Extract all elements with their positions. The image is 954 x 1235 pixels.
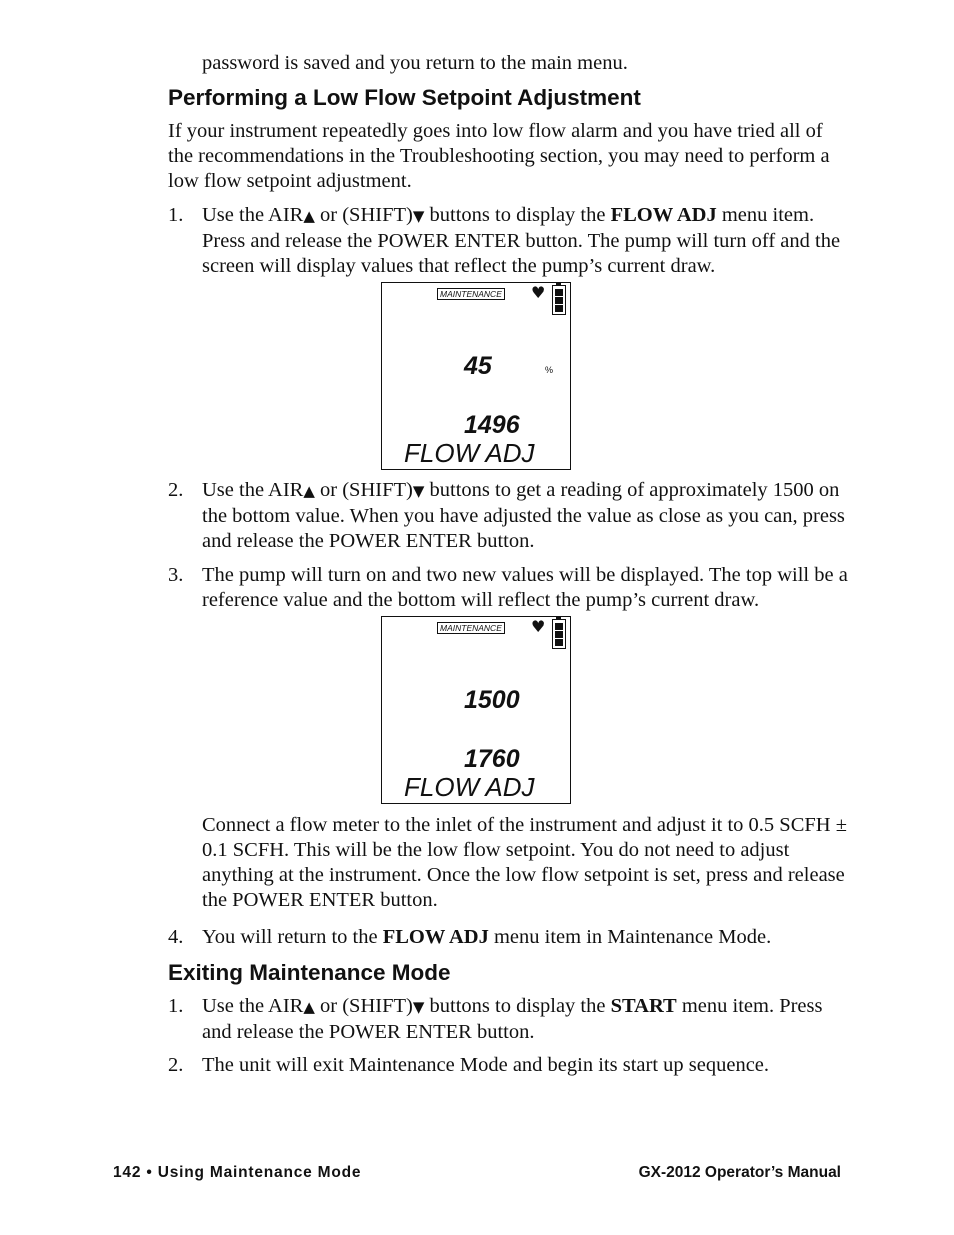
step-text: The pump will turn on and two new values will be displayed. The top will be a reference value and the bottom will reflect the pump’s current draw.: [202, 564, 848, 611]
step-number: 2.: [168, 479, 184, 501]
battery-icon: [552, 285, 566, 315]
lcd-top-value: 1500: [464, 686, 520, 714]
section-heading-exiting: Exiting Maintenance Mode: [168, 960, 451, 985]
battery-icon: [552, 619, 566, 649]
lcd-bottom-value: 1760: [464, 745, 520, 773]
step-number: 1.: [168, 995, 184, 1017]
maintenance-label: MAINTENANCE: [437, 288, 505, 300]
lcd-mode-label: FLOW ADJ: [404, 772, 535, 802]
section-heading-low-flow: Performing a Low Flow Setpoint Adjustment: [168, 85, 641, 110]
step-text: The unit will exit Maintenance Mode and begin its start up sequence.: [202, 1054, 770, 1076]
step-number: 4.: [168, 926, 184, 948]
down-triangle-icon: ▼: [412, 482, 425, 500]
step-number: 3.: [168, 564, 184, 586]
up-triangle-icon: ▲: [303, 998, 315, 1016]
step-3: [168, 563, 848, 613]
exit-step-1: [168, 994, 848, 1045]
lcd-display-flow-adj-2: [381, 616, 571, 804]
footer-right: GX-2012 Operator’s Manual: [638, 1164, 841, 1181]
lcd-mode-label: FLOW ADJ: [404, 438, 535, 468]
connect-paragraph: Connect a flow meter to the inlet of the instrument and adjust it to 0.5 SCFH ± 0.1 SCFH. This will be the low flow setpoint. You do not need to adjust anything at the instrument. Once the low flow setpoint is set, press and release the POWER ENTER button.: [202, 814, 847, 911]
step-2: [168, 478, 848, 554]
step-number: 1.: [168, 204, 184, 226]
footer-left: 142 • Using Maintenance Mode: [113, 1164, 362, 1181]
step-text: Use the AIR▲ or (SHIFT)▼ buttons to display the START menu item. Press and release the POWER ENTER button.: [202, 995, 823, 1043]
lcd-display-flow-adj-1: [381, 282, 571, 470]
lcd-top-value: 45: [464, 352, 492, 380]
lcd-bottom-value: 1496: [464, 411, 520, 439]
down-triangle-icon: ▼: [412, 207, 425, 225]
heart-icon: ♥: [531, 617, 546, 636]
percent-unit: %: [545, 365, 554, 375]
heart-icon: ♥: [531, 283, 546, 302]
step-1: [168, 203, 848, 279]
maintenance-label: MAINTENANCE: [437, 622, 505, 634]
step-text: Use the AIR▲ or (SHIFT)▼ buttons to display the FLOW ADJ menu item. Press and release the POWER ENTER button. The pump will turn off and the screen will display values that reflect the pump’s current draw.: [202, 204, 841, 277]
down-triangle-icon: ▼: [412, 998, 425, 1016]
up-triangle-icon: ▲: [303, 482, 315, 500]
intro-paragraph: If your instrument repeatedly goes into low flow alarm and you have tried all of the recommendations in the Troubleshooting section, you may need to perform a low flow setpoint adjustment.: [168, 120, 830, 192]
exit-step-2: [168, 1053, 848, 1078]
step-number: 2.: [168, 1054, 184, 1076]
step-text: Use the AIR▲ or (SHIFT)▼ buttons to get a reading of approximately 1500 on the bottom value. When you have adjusted the value as close as you can, press and release the POWER ENTER button.: [202, 479, 845, 552]
up-triangle-icon: ▲: [303, 207, 315, 225]
step-4: [168, 925, 848, 950]
step-text: You will return to the FLOW ADJ menu item in Maintenance Mode.: [202, 926, 772, 948]
intro-line: password is saved and you return to the main menu.: [202, 52, 628, 74]
